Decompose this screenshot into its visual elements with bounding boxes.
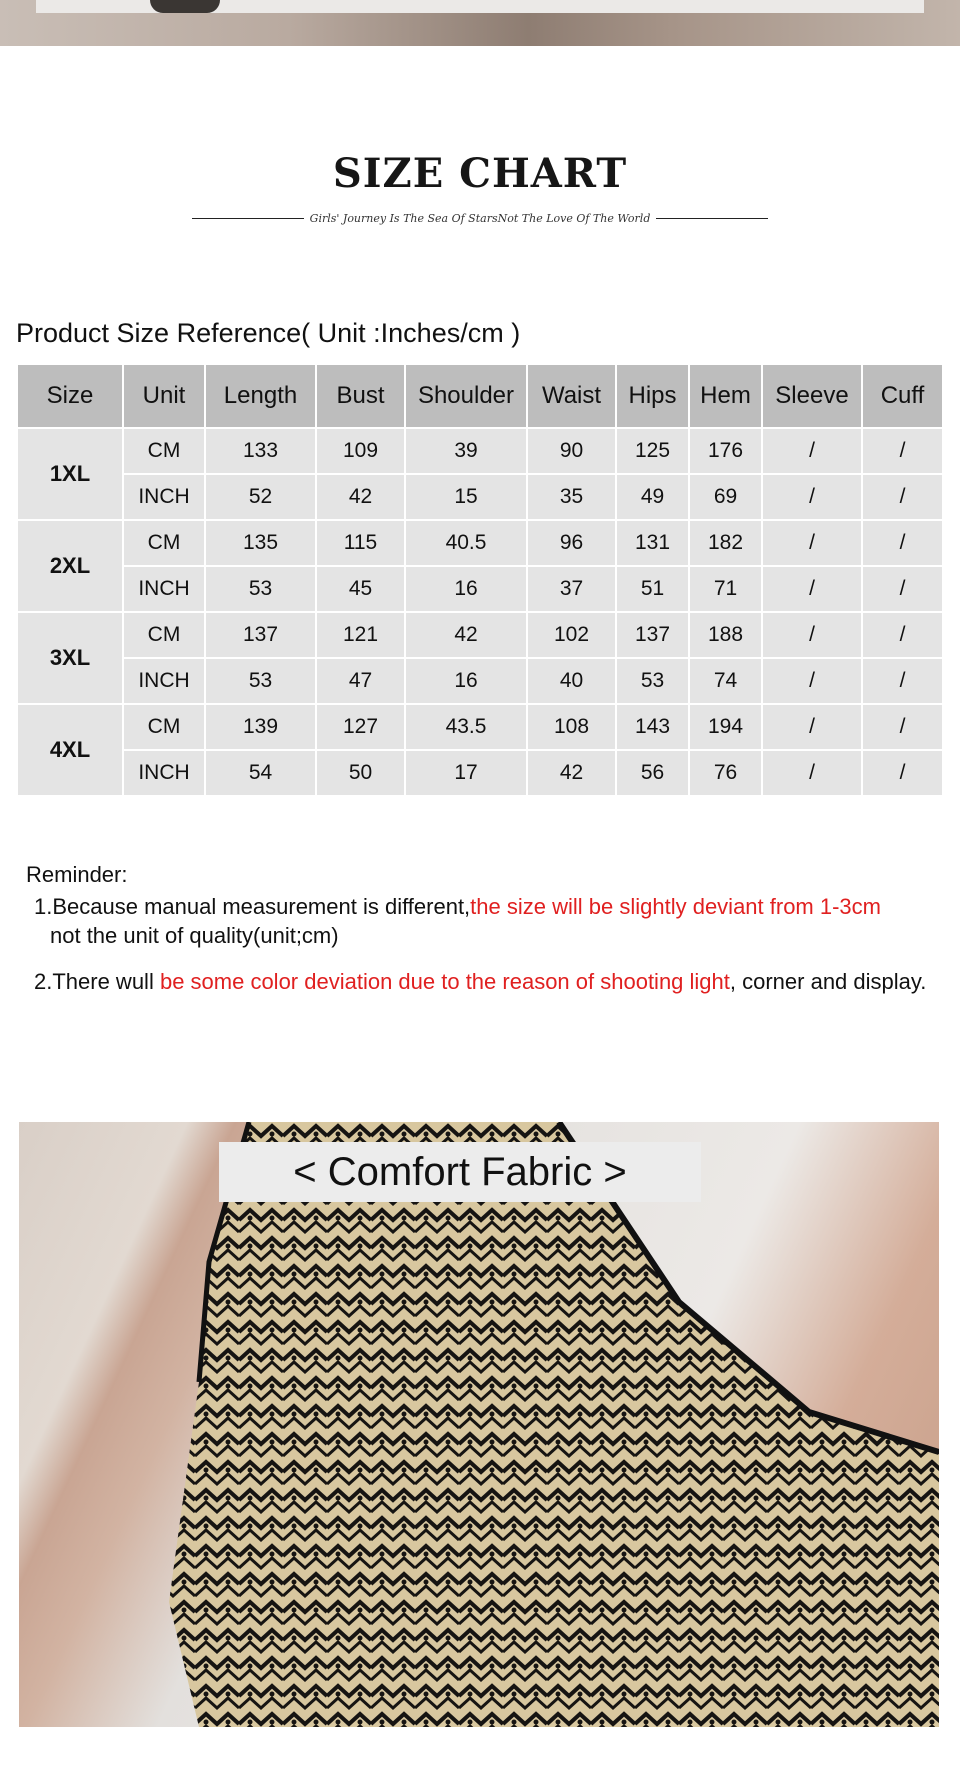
divider-right (656, 218, 768, 219)
table-cell: 47 (316, 658, 405, 704)
header-sleeve: Sleeve (762, 364, 862, 428)
table-cell: 15 (405, 474, 527, 520)
comfort-fabric-label: < Comfort Fabric > (219, 1142, 701, 1202)
size-reference-title: Product Size Reference( Unit :Inches/cm ) (16, 318, 521, 348)
table-cell: / (862, 566, 943, 612)
table-cell: 42 (316, 474, 405, 520)
table-cell: 143 (616, 704, 689, 750)
table-cell: 109 (316, 428, 405, 474)
table-cell: 52 (205, 474, 316, 520)
size-label: 2XL (17, 520, 123, 612)
reminder-1-text: 1.Because manual measurement is different, (34, 894, 471, 919)
table-cell: 135 (205, 520, 316, 566)
size-label: 1XL (17, 428, 123, 520)
table-cell: CM (123, 428, 205, 474)
table-cell: 53 (205, 566, 316, 612)
table-cell: 39 (405, 428, 527, 474)
table-cell: 40.5 (405, 520, 527, 566)
table-cell: 137 (616, 612, 689, 658)
reminder-line-1-cont: not the unit of quality(unit;cm) (50, 923, 339, 948)
lace-dress-image (19, 1122, 939, 1727)
table-cell: INCH (123, 750, 205, 796)
table-cell: / (762, 658, 862, 704)
table-row (17, 520, 943, 566)
header-waist: Waist (527, 364, 616, 428)
table-cell: 35 (527, 474, 616, 520)
table-cell: / (862, 520, 943, 566)
table-cell: / (762, 428, 862, 474)
size-table (16, 363, 944, 797)
table-cell: 96 (527, 520, 616, 566)
header-bust: Bust (316, 364, 405, 428)
table-cell: 50 (316, 750, 405, 796)
table-cell: / (762, 520, 862, 566)
reminder-2-text-a: 2.There wull (34, 969, 160, 994)
header-unit: Unit (123, 364, 205, 428)
table-cell: 188 (689, 612, 762, 658)
table-cell: 53 (205, 658, 316, 704)
table-cell: CM (123, 520, 205, 566)
comfort-fabric-photo (19, 1122, 939, 1727)
table-cell: / (762, 750, 862, 796)
table-cell: 115 (316, 520, 405, 566)
photo-shoe (150, 0, 220, 13)
table-cell: CM (123, 612, 205, 658)
table-cell: / (862, 474, 943, 520)
reminder-line-1 (34, 894, 881, 920)
table-cell: / (762, 612, 862, 658)
table-cell: 56 (616, 750, 689, 796)
table-cell: / (862, 750, 943, 796)
table-cell: CM (123, 704, 205, 750)
table-cell: 102 (527, 612, 616, 658)
table-row (17, 428, 943, 474)
table-cell: INCH (123, 566, 205, 612)
table-cell: 127 (316, 704, 405, 750)
table-cell: 42 (527, 750, 616, 796)
size-chart-title: SIZE CHART (332, 150, 628, 197)
table-cell: 37 (527, 566, 616, 612)
divider-left (192, 218, 304, 219)
size-label: 3XL (17, 612, 123, 704)
table-cell: 16 (405, 566, 527, 612)
table-row (17, 474, 943, 520)
size-chart-subtitle: Girls' Journey Is The Sea Of StarsNot The Love Of The World (309, 211, 651, 225)
table-row (17, 612, 943, 658)
table-cell: 176 (689, 428, 762, 474)
table-cell: 131 (616, 520, 689, 566)
reminder-heading: Reminder: (26, 862, 128, 887)
table-row (17, 750, 943, 796)
table-cell: / (862, 658, 943, 704)
table-cell: 74 (689, 658, 762, 704)
table-cell: INCH (123, 474, 205, 520)
header-size: Size (17, 364, 123, 428)
table-cell: 182 (689, 520, 762, 566)
table-cell: 51 (616, 566, 689, 612)
table-row (17, 704, 943, 750)
table-row (17, 658, 943, 704)
table-cell: 90 (527, 428, 616, 474)
table-cell: 125 (616, 428, 689, 474)
table-cell: 133 (205, 428, 316, 474)
table-cell: 71 (689, 566, 762, 612)
table-cell: 139 (205, 704, 316, 750)
reminder-1-highlight: the size will be slightly deviant from 1-3cm (470, 894, 881, 919)
table-cell: 16 (405, 658, 527, 704)
table-cell: / (862, 428, 943, 474)
table-cell: 49 (616, 474, 689, 520)
table-cell: 53 (616, 658, 689, 704)
table-cell: 42 (405, 612, 527, 658)
top-product-photo (0, 0, 960, 46)
table-cell: 17 (405, 750, 527, 796)
size-chart-subtitle-row (192, 206, 768, 230)
header-hips: Hips (616, 364, 689, 428)
table-cell: 43.5 (405, 704, 527, 750)
table-header-row (17, 364, 943, 428)
table-cell: / (762, 474, 862, 520)
table-cell: 54 (205, 750, 316, 796)
table-row (17, 566, 943, 612)
table-cell: 69 (689, 474, 762, 520)
table-cell: / (862, 612, 943, 658)
table-cell: / (762, 566, 862, 612)
size-label: 4XL (17, 704, 123, 796)
header-length: Length (205, 364, 316, 428)
reminder-2-highlight: be some color deviation due to the reason of shooting light (159, 969, 730, 994)
table-cell: 194 (689, 704, 762, 750)
table-cell: 108 (527, 704, 616, 750)
table-cell: 137 (205, 612, 316, 658)
table-cell: 121 (316, 612, 405, 658)
table-cell: / (762, 704, 862, 750)
header-shoulder: Shoulder (405, 364, 527, 428)
reminder-line-2 (34, 969, 926, 995)
reminder-2-text-b: , corner and display. (729, 969, 927, 994)
table-cell: INCH (123, 658, 205, 704)
header-hem: Hem (689, 364, 762, 428)
header-cuff: Cuff (862, 364, 943, 428)
table-cell: / (862, 704, 943, 750)
table-cell: 76 (689, 750, 762, 796)
table-cell: 40 (527, 658, 616, 704)
table-cell: 45 (316, 566, 405, 612)
